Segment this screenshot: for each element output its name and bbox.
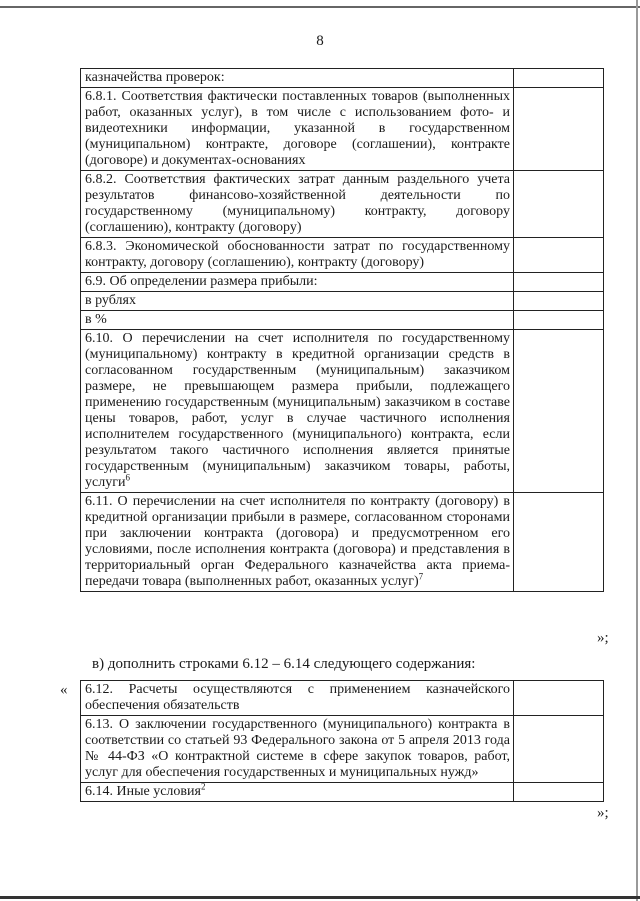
row-value-cell bbox=[514, 311, 604, 330]
closing-quote-mark: »; bbox=[597, 630, 609, 646]
table-row bbox=[81, 69, 604, 88]
row-text-cell bbox=[81, 716, 514, 783]
row-value-cell bbox=[514, 783, 604, 802]
row-text: казначейства проверок: bbox=[85, 70, 225, 85]
amendment-instruction: в) дополнить строками 6.12 – 6.14 следующего содержания: bbox=[92, 656, 476, 672]
row-value-cell bbox=[514, 330, 604, 493]
table-row bbox=[81, 88, 604, 171]
opening-quote-mark: « bbox=[60, 682, 68, 698]
footnote-marker: 2 bbox=[200, 781, 206, 792]
row-text: 6.14. Иные условия bbox=[85, 784, 201, 799]
row-text-cell bbox=[81, 69, 514, 88]
footnote-marker: 7 bbox=[418, 571, 424, 582]
row-text: 6.10. О перечислении на счет исполнителя по государственному (муниципальному) контракту в кредитной организации средств в согласованном государственным (муниципальным) заказчиком размере, не превышающем размера прибыли, подлежащего применению государственным (муниципальным) заказчиком в составе цены товаров, работ, услуг в случае частичного исполнения исполнителем государственного (муниципального) контракта, если результатом такого частичного исполнения является принятые государственным (муниципальным) заказчиком товары, работы, услуги bbox=[85, 331, 510, 490]
row-text-cell bbox=[81, 238, 514, 273]
table-row bbox=[81, 171, 604, 238]
row-value-cell bbox=[514, 171, 604, 238]
table-row bbox=[81, 330, 604, 493]
row-value-cell bbox=[514, 273, 604, 292]
table-row bbox=[81, 783, 604, 802]
table-row bbox=[81, 311, 604, 330]
row-text: 6.8.2. Соответствия фактических затрат данным раздельного учета результатов финансово-хозяйственной деятельности по государственному (муниципальному) контракту, договору (соглашению), контракту (договору) bbox=[85, 172, 510, 235]
row-value-cell bbox=[514, 681, 604, 716]
scan-edge-bottom bbox=[0, 896, 640, 899]
row-value-cell bbox=[514, 493, 604, 592]
scan-edge-top bbox=[0, 6, 640, 8]
table-row bbox=[81, 493, 604, 592]
row-text-cell bbox=[81, 681, 514, 716]
table-row bbox=[81, 681, 604, 716]
table-row bbox=[81, 716, 604, 783]
table-row bbox=[81, 273, 604, 292]
row-text-cell bbox=[81, 493, 514, 592]
row-text: 6.11. О перечислении на счет исполнителя по контракту (договору) в кредитной организации прибыли в размере, согласованном сторонами при заключении контракта (договора) и предусмотренном его условиями, после исполнения контракта (договора) и представления в территориальный орган Федерального казначейства акта приема-передачи товара (выполненных работ, оказанных услуг) bbox=[85, 494, 510, 589]
row-text: 6.8.3. Экономической обоснованности затрат по государственному контракту, договору (соглашению), контракту (договору) bbox=[85, 239, 510, 270]
row-value-cell bbox=[514, 69, 604, 88]
row-value-cell bbox=[514, 292, 604, 311]
row-text: в % bbox=[85, 312, 107, 327]
page-number: 8 bbox=[316, 33, 324, 49]
row-text: в рублях bbox=[85, 293, 136, 308]
row-text-cell bbox=[81, 88, 514, 171]
row-value-cell bbox=[514, 716, 604, 783]
scan-edge-right bbox=[636, 0, 638, 901]
footnote-marker: 6 bbox=[125, 472, 130, 483]
row-text: 6.12. Расчеты осуществляются с применением казначейского обеспечения обязательств bbox=[85, 682, 510, 713]
row-text-cell bbox=[81, 783, 514, 802]
row-text-cell bbox=[81, 330, 514, 493]
closing-quote-mark: »; bbox=[597, 805, 609, 821]
row-value-cell bbox=[514, 238, 604, 273]
row-value-cell bbox=[514, 88, 604, 171]
conditions-table-continued bbox=[80, 68, 604, 592]
conditions-table-added-rows bbox=[80, 680, 604, 802]
row-text-cell bbox=[81, 273, 514, 292]
row-text-cell bbox=[81, 171, 514, 238]
row-text: 6.13. О заключении государственного (муниципального) контракта в соответствии со статьей 93 Федерального закона от 5 апреля 2013 года № 44-ФЗ «О контрактной системе в сфере закупок товаров, работ, услуг для обеспечения государственных и муниципальных нужд» bbox=[85, 717, 510, 780]
table-row bbox=[81, 292, 604, 311]
row-text: 6.9. Об определении размера прибыли: bbox=[85, 274, 318, 289]
table-row bbox=[81, 238, 604, 273]
row-text: 6.8.1. Соответствия фактически поставленных товаров (выполненных работ, оказанных услуг), в том числе с использованием фото- и видеотехники информации, указанной в государственном (муниципальном) контракте, договоре (соглашении), контракте (договоре) и документах-основаниях bbox=[85, 89, 510, 168]
row-text-cell bbox=[81, 292, 514, 311]
row-text-cell bbox=[81, 311, 514, 330]
